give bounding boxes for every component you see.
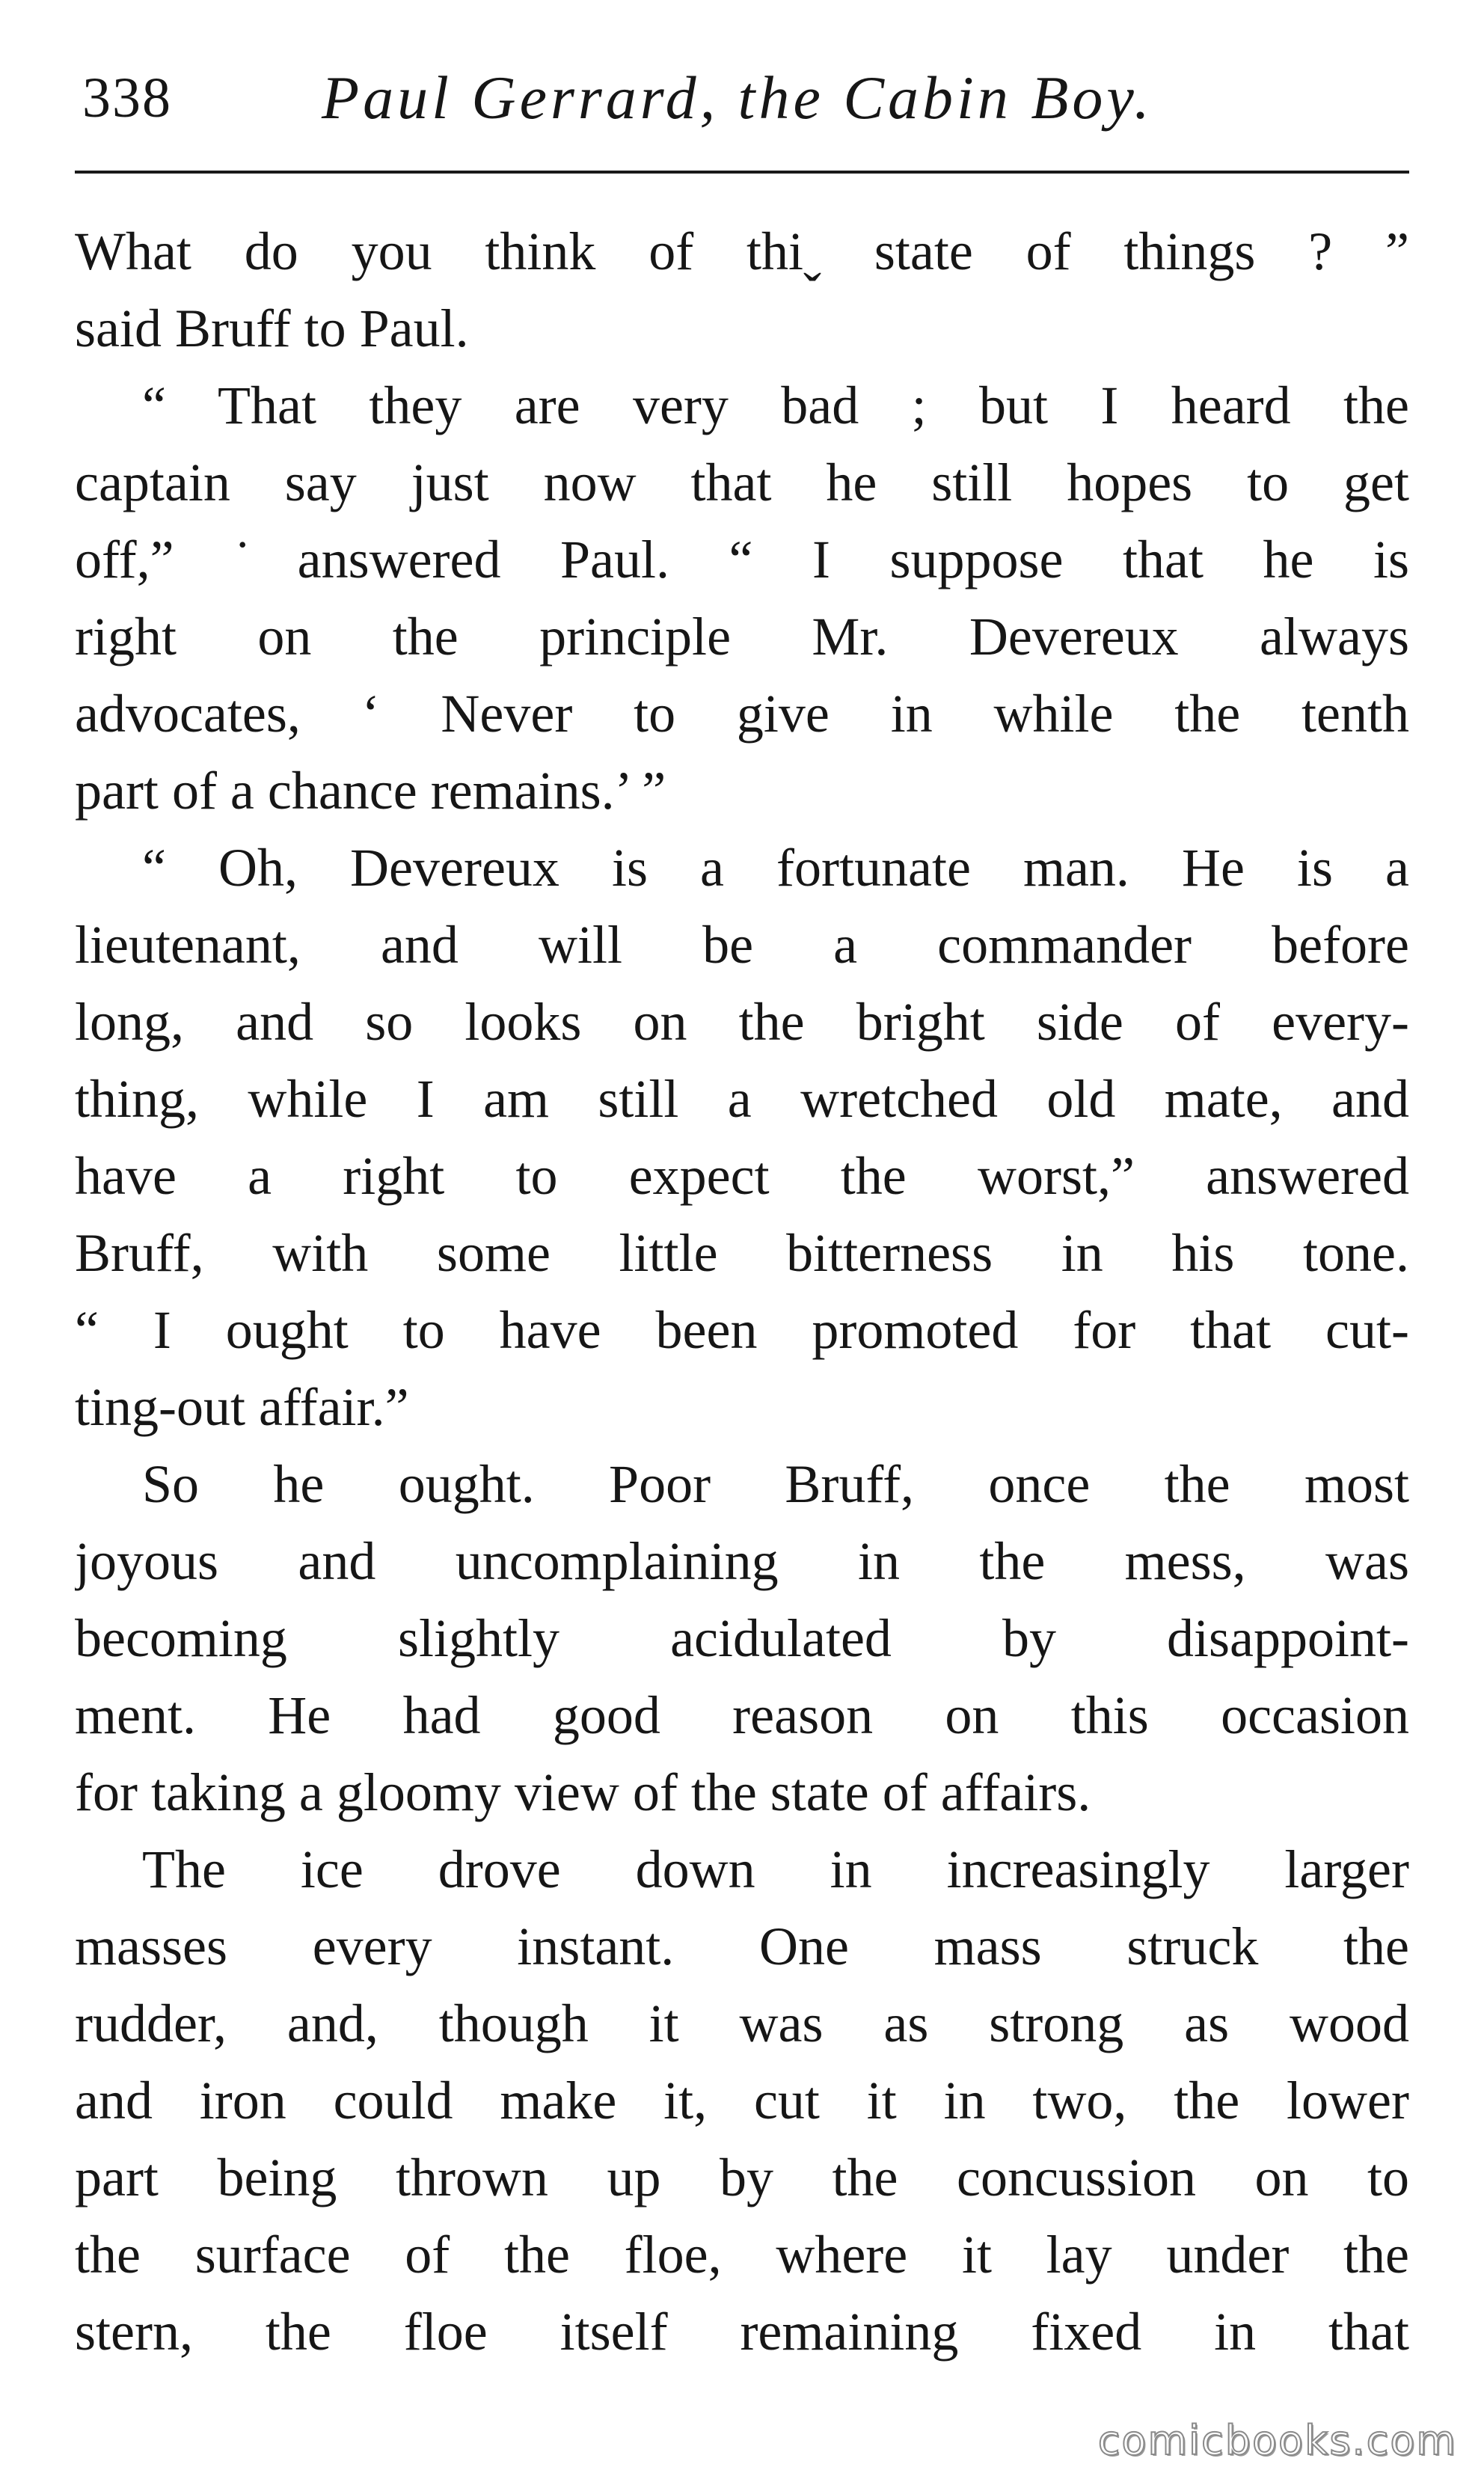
text-line: for taking a gloomy view of the state of affairs. (75, 1762, 1091, 1822)
text-line: long, and so looks on the bright side of every- (75, 992, 1409, 1052)
running-title: Paul Gerrard, the Cabin Boy. (322, 64, 1153, 132)
text-line: So he ought. Poor Bruff, once the most (142, 1454, 1409, 1514)
text-line: ment. He had good reason on this occasion (75, 1685, 1409, 1745)
text-line: part being thrown up by the concussion on to (75, 2148, 1409, 2207)
running-head (75, 52, 1409, 157)
text-line: “ I ought to have been promoted for that cut- (75, 1300, 1409, 1360)
body-text (75, 213, 1409, 2371)
text-line: and iron could make it, cut it in two, the lower (75, 2071, 1409, 2130)
text-line: ting-out affair.” (75, 1377, 409, 1437)
text-line: “ That they are very bad ; but I heard the (142, 376, 1409, 435)
text-line: stern, the floe itself remaining fixed in that (75, 2302, 1409, 2362)
text-line: captain say just now that he still hopes to get (75, 453, 1409, 512)
text-line: joyous and uncomplaining in the mess, was (75, 1531, 1409, 1591)
text-line: right on the principle Mr. Devereux always (75, 607, 1409, 667)
text-line: thing, while I am still a wretched old mate, and (75, 1069, 1409, 1129)
text-line: “ Oh, Devereux is a fortunate man. He is a (142, 838, 1409, 898)
page-number: 338 (82, 67, 172, 129)
header-rule (75, 171, 1409, 174)
text-line: masses every instant. One mass struck the (75, 1916, 1409, 1976)
text-line: part of a chance remains.’ ” (75, 761, 666, 821)
text-line: What do you think of thiˬ state of things ? ” (75, 221, 1409, 281)
text-line: the surface of the floe, where it lay under the (75, 2225, 1409, 2285)
text-line: becoming slightly acidulated by disappoint- (75, 1608, 1409, 1668)
text-line: The ice drove down in increasingly larger (142, 1839, 1409, 1899)
text-line: advocates, ‘ Never to give in while the tenth (75, 684, 1409, 744)
text-line: have a right to expect the worst,” answered (75, 1146, 1409, 1206)
text-line: said Bruff to Paul. (75, 298, 469, 358)
text-line: lieutenant, and will be a commander before (75, 915, 1409, 975)
text-line: Bruff, with some little bitterness in his tone. (75, 1223, 1409, 1283)
text-line: rudder, and, though it was as strong as wood (75, 1994, 1409, 2053)
site-watermark: comicbooks.com (1097, 2417, 1457, 2464)
text-line: off,” ˙answered Paul. “ I suppose that he is (75, 530, 1409, 589)
